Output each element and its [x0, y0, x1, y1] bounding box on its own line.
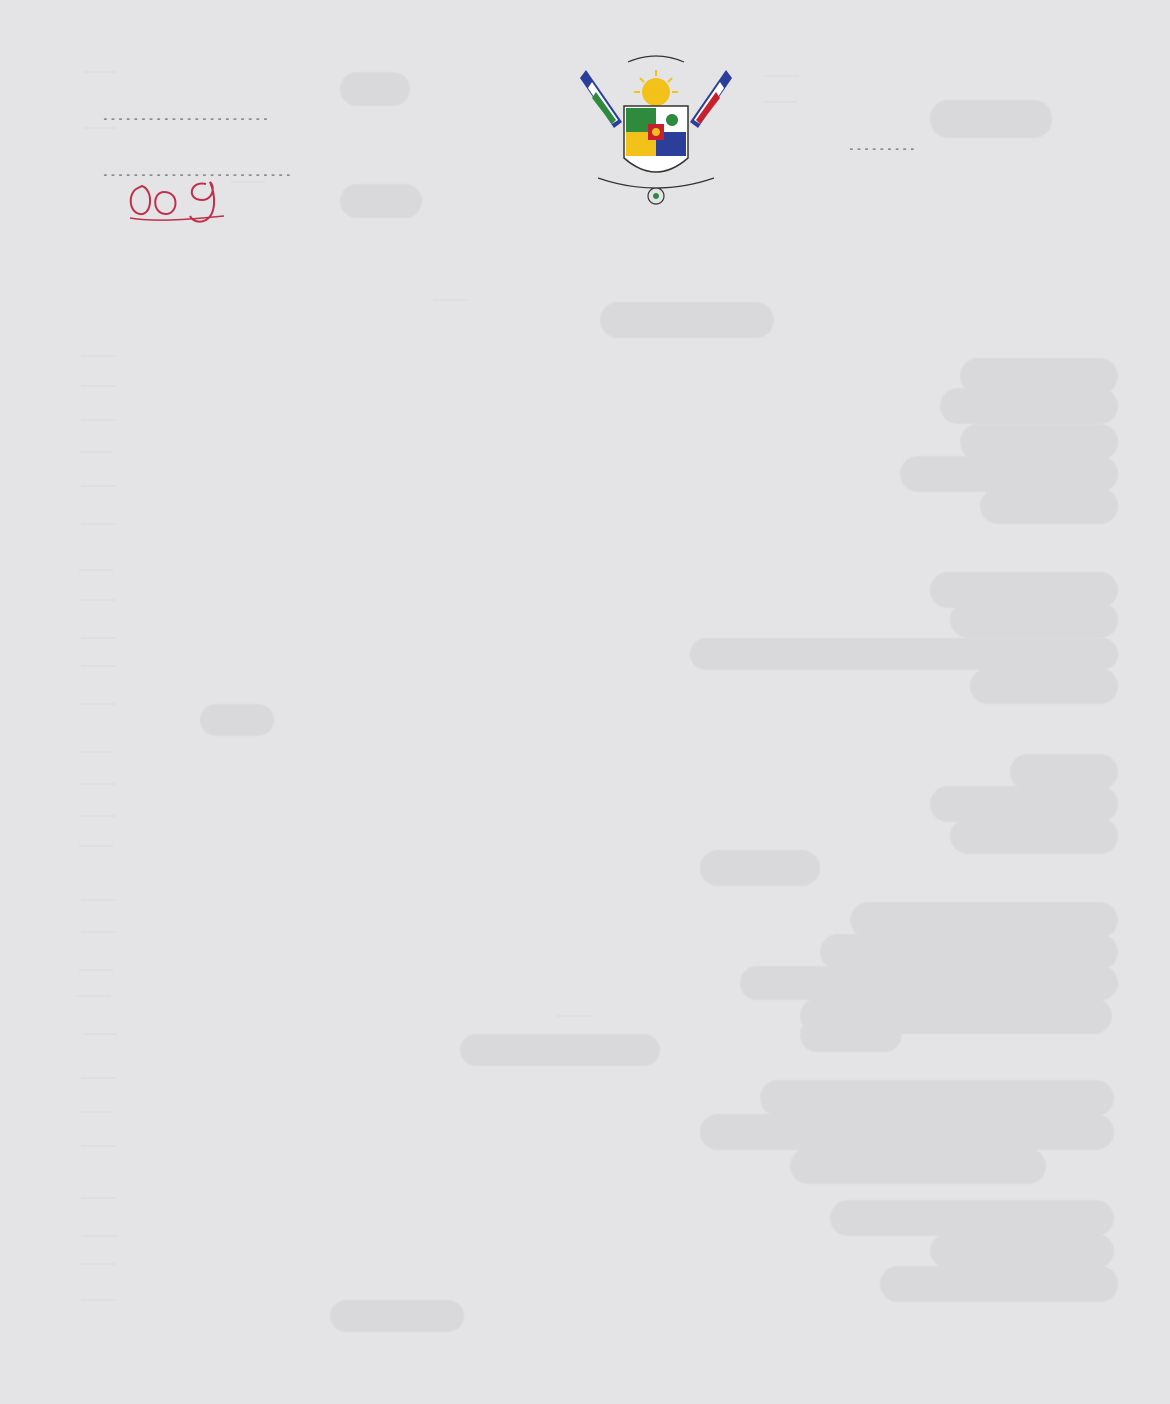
highlight-shadow — [930, 786, 1118, 822]
highlight-shadow — [970, 668, 1118, 704]
highlight-shadow — [820, 934, 1118, 970]
highlight-shadow — [950, 818, 1118, 854]
separator-dashes: ---------------------- — [102, 112, 270, 125]
highlight-shadow — [930, 100, 1052, 138]
highlight-shadow — [930, 1234, 1114, 1268]
highlight-shadow — [950, 602, 1118, 638]
highlight-shadow — [830, 1200, 1114, 1236]
highlight-shadow — [690, 638, 1118, 670]
highlight-shadow — [800, 998, 1112, 1034]
highlight-shadow — [600, 302, 774, 338]
highlight-shadow — [960, 424, 1118, 460]
highlight-shadow — [700, 1114, 1114, 1150]
handwritten-number-icon — [124, 170, 234, 226]
highlight-shadow — [900, 456, 1118, 492]
highlight-shadow — [1010, 754, 1118, 790]
separator-dashes: --------- — [848, 142, 917, 155]
highlight-shadow — [940, 388, 1118, 424]
highlight-shadow — [880, 1266, 1118, 1302]
highlight-shadow — [330, 1300, 464, 1332]
highlight-shadow — [200, 704, 274, 736]
separator-dashes: ------------------------- — [102, 168, 293, 181]
highlight-shadow — [850, 902, 1118, 938]
highlight-shadow — [700, 850, 820, 886]
highlight-shadow — [740, 966, 1118, 1000]
highlight-shadow — [790, 1148, 1046, 1184]
coat-of-arms-icon — [578, 48, 734, 218]
highlight-shadow — [340, 72, 410, 106]
highlight-shadow — [760, 1080, 1114, 1116]
highlight-shadow — [340, 184, 422, 218]
highlight-shadow — [980, 488, 1118, 524]
highlight-shadow — [460, 1034, 660, 1066]
